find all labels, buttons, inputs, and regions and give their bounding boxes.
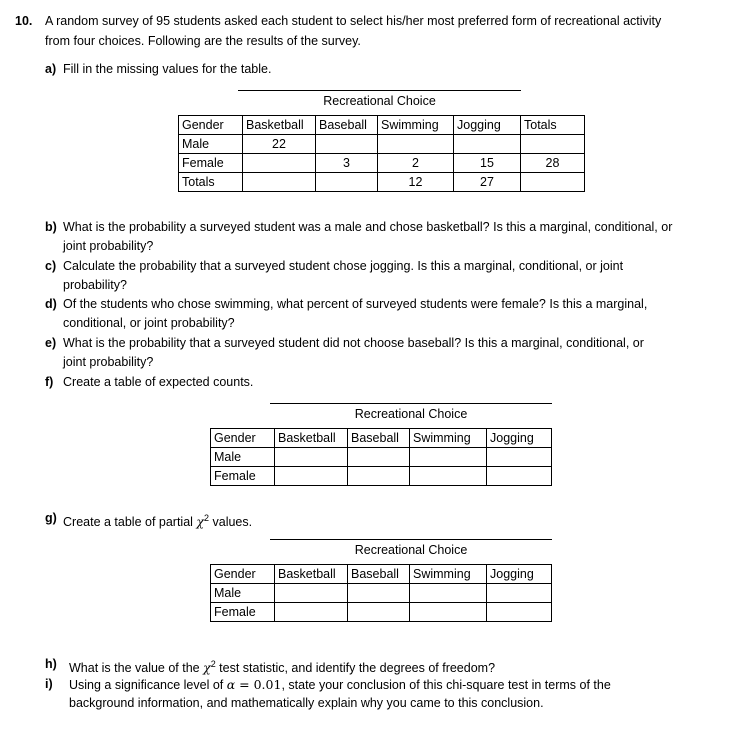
part-g-label: g) [45,511,57,525]
table-cell: 12 [378,173,454,192]
chi-exponent: 2 [210,659,216,669]
table-f-top-rule [270,403,552,404]
part-a-text: Fill in the missing values for the table. [63,62,272,76]
header-cell: Basketball [243,116,316,135]
table-a-group-title: Recreational Choice [323,94,436,108]
part-c-line2: probability? [63,278,127,292]
part-i-line1 [69,675,611,695]
part-h-text-before: What is the value of the [69,661,204,676]
part-e-label: e) [45,336,57,350]
table-cell [410,603,487,622]
table-cell [454,135,521,154]
table-cell [275,467,348,486]
part-c-label: c) [45,259,57,273]
table-row [211,467,552,486]
table-cell [410,584,487,603]
part-b-label: b) [45,220,57,234]
row-label: Female [211,467,275,486]
problem-number: 10. [15,14,33,28]
part-i-line1-after: , state your conclusion of this chi-square test in terms of the [281,678,611,692]
table-cell: 22 [243,135,316,154]
table-cell: 27 [454,173,521,192]
partial-chi-square-table [210,564,552,622]
row-label: Male [211,448,275,467]
table-cell [487,584,552,603]
table-g-top-rule [270,539,552,540]
header-cell: Totals [521,116,585,135]
table-row [211,603,552,622]
header-cell: Gender [211,429,275,448]
table-row [179,135,585,154]
part-h-text-after: test statistic, and identify the degrees of freedom? [215,661,496,676]
part-g-text [63,509,252,532]
problem-intro-line2: from four choices. Following are the results of the survey. [45,34,361,48]
row-label: Female [211,603,275,622]
table-a-top-rule [238,90,521,91]
contingency-table [178,115,585,192]
part-f-text: Create a table of expected counts. [63,375,254,389]
table-cell [521,135,585,154]
part-h-label: h) [45,657,57,671]
header-cell: Swimming [378,116,454,135]
table-f-group-title: Recreational Choice [354,407,468,421]
table-cell: 2 [378,154,454,173]
table-cell: 3 [316,154,378,173]
problem-intro-line1: A random survey of 95 students asked each student to select his/her most preferred form of recreational activity [45,14,662,28]
part-g-text-before: Create a table of partial [63,515,197,530]
part-i-line2: background information, and mathematically explain why you came to this conclusion. [69,696,544,710]
row-label: Male [211,584,275,603]
chi-symbol: χ [196,514,204,530]
header-cell: Jogging [487,565,552,584]
part-g-text-after: values. [209,515,253,530]
header-cell: Swimming [410,565,487,584]
part-e-line2: joint probability? [63,355,154,369]
header-cell: Jogging [487,429,552,448]
part-e-line1: What is the probability that a surveyed student did not choose baseball? Is this a marginal, conditional, or [63,336,644,350]
table-cell [378,135,454,154]
alpha-value: = 0.01 [235,677,282,692]
table-cell [243,173,316,192]
table-row [211,448,552,467]
table-cell [410,448,487,467]
table-cell [487,467,552,486]
header-cell: Baseball [316,116,378,135]
table-cell: 15 [454,154,521,173]
table-cell [316,135,378,154]
table-cell [410,467,487,486]
part-c-line1: Calculate the probability that a surveyed student chose jogging. Is this a marginal, conditional, or joint [63,259,624,273]
table-cell [521,173,585,192]
table-cell [316,173,378,192]
header-cell: Jogging [454,116,521,135]
header-cell: Baseball [348,565,410,584]
header-cell: Gender [211,565,275,584]
table-cell [348,584,410,603]
header-cell: Gender [179,116,243,135]
table-cell [487,448,552,467]
table-cell [487,603,552,622]
part-b-line2: joint probability? [63,239,154,253]
table-cell [275,584,348,603]
chi-exponent: 2 [204,513,210,523]
table-cell [243,154,316,173]
table-cell [275,603,348,622]
row-label: Totals [179,173,243,192]
part-i-line1-before: Using a significance level of [69,678,227,692]
part-a-label: a) [45,62,57,76]
table-cell [348,603,410,622]
expected-counts-table [210,428,552,486]
row-label: Male [179,135,243,154]
table-header-row [179,116,585,135]
table-header-row [211,429,552,448]
chi-symbol: χ [203,660,211,676]
table-row [179,154,585,173]
part-b-line1: What is the probability a surveyed student was a male and chose basketball? Is this a marginal, conditional, or [63,220,673,234]
table-row [179,173,585,192]
part-d-label: d) [45,297,57,311]
part-i-label: i) [45,677,53,691]
part-f-label: f) [45,375,54,389]
alpha-symbol: α [226,677,236,692]
part-d-line2: conditional, or joint probability? [63,316,235,330]
table-cell: 28 [521,154,585,173]
table-cell [275,448,348,467]
table-cell [348,448,410,467]
table-row [211,584,552,603]
row-label: Female [179,154,243,173]
header-cell: Basketball [275,565,348,584]
table-g-group-title: Recreational Choice [354,543,468,557]
table-cell [348,467,410,486]
table-header-row [211,565,552,584]
part-d-line1: Of the students who chose swimming, what percent of surveyed students were female? Is this a marginal, [63,297,648,311]
header-cell: Baseball [348,429,410,448]
header-cell: Swimming [410,429,487,448]
header-cell: Basketball [275,429,348,448]
